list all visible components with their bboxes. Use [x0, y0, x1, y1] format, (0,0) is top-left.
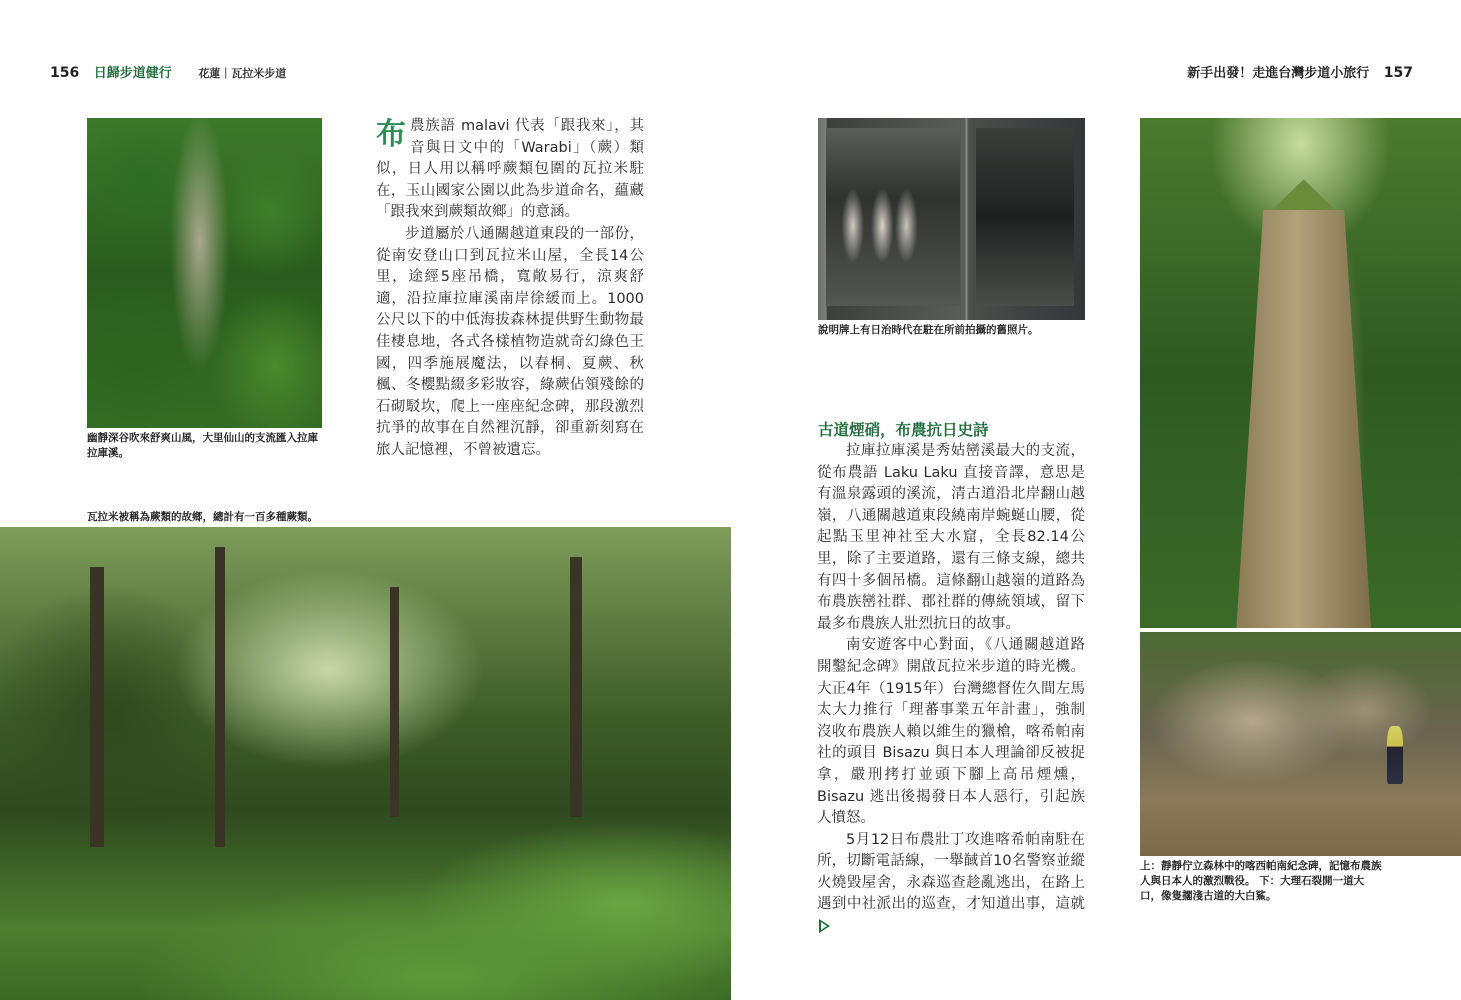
tree-trunk	[390, 587, 399, 817]
old-photo-caption: 說明牌上有日治時代在駐在所前拍攝的舊照片。	[818, 324, 1039, 336]
tree-trunk	[215, 547, 225, 847]
article-intro	[376, 116, 644, 462]
article-history	[817, 441, 1085, 938]
gorge-caption: 幽靜深谷吹來舒爽山風，大里仙山的支流匯入拉庫拉庫溪。	[87, 432, 318, 459]
monument-photo	[1140, 118, 1461, 628]
continue-arrow-icon	[819, 919, 830, 933]
left-book-title: 日歸步道健行	[93, 66, 172, 81]
right-page-number: 157	[1383, 65, 1413, 81]
paragraph-4: 南安遊客中心對面，《八通關越道路開鑿紀念碑》開啟瓦拉米步道的時光機。大正4年（1915年）台灣總督佐久間左馬太大力推行「理蕃事業五年計畫」，強制沒收布農族人賴以維生的獵槍，喀希帕南社的頭目 Bisazu 與日本人理論卻反被捉拿，嚴刑拷打並頭下腳上高吊煙燻，Bisazu 逃出後揭發日本人惡行，引起族人憤怒。	[817, 637, 1085, 827]
section-heading: 古道煙硝，布農抗日史詩	[818, 421, 989, 439]
tree-trunk	[570, 557, 582, 817]
paragraph-1-text: 農族語 malavi 代表「跟我來」，其音與日文中的「Warabi」（蕨）類似，日人用以稱呼蕨類包圍的瓦拉米駐在，玉山國家公園以此為步道命名，蘊藏「跟我來到蕨類故鄉」的意涵。	[376, 118, 644, 221]
paragraph-1	[376, 116, 644, 224]
forest-caption: 瓦拉米被稱為蕨類的故鄉，總計有一百多種蕨類。	[87, 511, 318, 523]
fern-forest-photo	[0, 527, 731, 1000]
gorge-photo	[87, 118, 322, 428]
paragraph-2: 步道屬於八通關越道東段的一部份，從南安登山口到瓦拉米山屋，全長14公里，途經5座吊橋，寬敞易行，涼爽舒適，沿拉庫拉庫溪南岸徐緩而上。1000公尺以下的中低海拔森林提供野生動物最佳棲息地，各式各樣植物造就奇幻綠色王國，四季施展魔法，以春桐、夏蕨、秋楓、冬櫻點綴多彩妝容，綠蕨佔領殘餘的石砌駁坎，爬上一座座紀念碑，那段激烈抗爭的故事在自然裡沉靜，卻重新刻寫在旅人記憶裡，不曾被遺忘。	[376, 225, 644, 458]
paragraph-5	[817, 830, 1085, 938]
left-running-header	[50, 62, 286, 81]
dropcap: 布	[376, 117, 406, 152]
left-section-label: 花蓮｜瓦拉米步道	[198, 67, 287, 80]
paragraph-5-text: 5月12日布農壯丁攻進喀希帕南駐在所，切斷電話線，一舉馘首10名警察並縱火燒毀屋舍，永森巡查趁亂逃出，在路上遇到中社派出的巡查，才知道出事，這就	[817, 831, 1085, 913]
tree-trunk	[90, 567, 104, 847]
rock-photo	[1140, 632, 1461, 856]
left-page-number: 156	[50, 65, 80, 81]
right-book-title: 新手出發！走進台灣步道小旅行	[1187, 66, 1370, 81]
old-photo-right-panel	[976, 128, 1075, 306]
old-photo-board	[818, 118, 1085, 320]
right-running-header	[1187, 62, 1413, 81]
old-photo-left-panel	[826, 128, 960, 306]
monument-rock-caption: 上：靜靜佇立森林中的喀西帕南紀念碑，記憶布農族人與日本人的激烈戰役。 下：大理石裂開一道大口，像隻擱淺古道的大白鯊。	[1140, 860, 1382, 902]
monument-pillar	[1236, 210, 1371, 628]
paragraph-3: 拉庫拉庫溪是秀姑巒溪最大的支流，從布農語 Laku Laku 直接音譯，意思是有溫泉露頭的溪流，清古道沿北岸翻山越嶺，八通關越道東段繞南岸蜿蜒山腰，從起點玉里神社至大水窟，全長82.14公里，除了主要道路，還有三條支線，總共有四十多個吊橋。這條翻山越嶺的道路為布農族巒社群、郡社群的傳統領域，留下最多布農族人壯烈抗日的故事。	[817, 443, 1085, 632]
hiker-figure	[1387, 726, 1403, 784]
